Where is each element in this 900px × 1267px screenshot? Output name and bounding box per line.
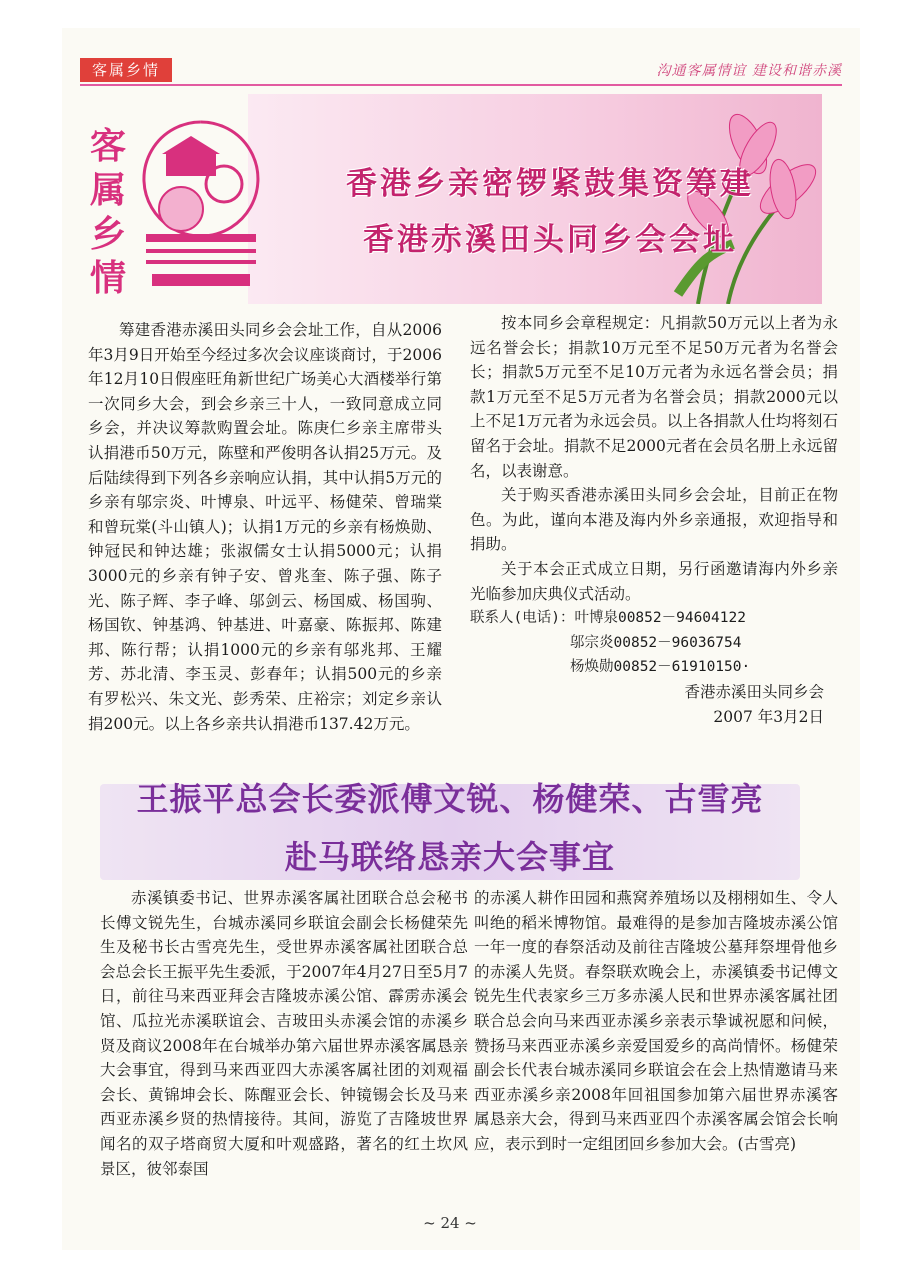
contact-line: 联系人(电话)：叶博泉00852－94604122 — [470, 610, 746, 627]
article-column-right — [470, 311, 838, 729]
body-paragraph: 的赤溪人耕作田园和燕窝养殖场以及栩栩如生、令人叫绝的稻米博物馆。最难得的是参加吉隆坡赤溪公馆一年一度的春祭活动及前往吉隆坡公墓拜祭埋骨他乡的赤溪人先贤。春祭联欢晚会上，赤溪镇委书记傅文锐先生代表家乡三万多赤溪人民和世界赤溪客属社团联合总会向马来西亚赤溪乡亲表示挚诚祝愿和问候，赞扬马来西亚赤溪乡亲爱国爱乡的高尚情怀。杨健荣副会长代表台城赤溪同乡联谊会在会上热情邀请马来西亚赤溪乡亲2008年回祖国参加第六届世界赤溪客属恳亲大会，得到马来西亚四个赤溪客属会馆会长响应，表示到时一定组团回乡参加大会。(古雪亮) — [474, 889, 838, 1153]
vertical-char: 情 — [90, 257, 127, 299]
seal-stamp-icon — [136, 114, 266, 294]
contact-line: 杨焕勋00852－61910150· — [570, 659, 751, 676]
headline-line: 香港赤溪田头同乡会会址 — [363, 222, 737, 258]
page-header — [62, 58, 860, 84]
date: 2007 年3月2日 — [713, 707, 824, 726]
vertical-column-title — [90, 124, 140, 300]
article-headline — [310, 156, 790, 268]
headline-line: 赴马联络恳亲大会事宜 — [284, 838, 615, 876]
article-headline — [78, 770, 822, 886]
body-paragraph: 赤溪镇委书记、世界赤溪客属社团联合总会秘书长傅文锐先生，台城赤溪同乡联谊会副会长杨健荣先生及秘书长古雪亮先生，受世界赤溪客属社团联合总会总会长王振平先生委派，于2007年4月27日至5月7日，前往马来西亚拜会吉隆坡赤溪公馆、霹雳赤溪会馆、瓜拉光赤溪联谊会、吉玻田头赤溪会馆的赤溪乡贤及商议2008年在台城举办第六届世界赤溪客属恳亲大会事宜，得到马来西亚四大赤溪客属社团的刘观福会长、黄锦坤会长、陈醒亚会长、钟镜锡会长及马来西亚赤溪乡贤的热情接待。其间，游览了吉隆坡世界闻名的双子塔商贸大厦和叶观盛路，著名的红土坎风景区，彼邻泰国 — [100, 889, 468, 1178]
body-paragraph: 关于本会正式成立日期，另行函邀请海内外乡亲光临参加庆典仪式活动。 — [470, 559, 838, 603]
body-paragraph: 筹建香港赤溪田头同乡会会址工作，自从2006年3月9日开始至今经过多次会议座谈商讨，于2006年12月10日假座旺角新世纪广场美心大酒楼举行第一次同乡大会，到会乡亲三十人，一致同意成立同乡会，并决议筹款购置会址。陈庚仁乡亲主席带头认捐港币50万元，陈壁和严俊明各认捐25万元。及后陆续得到下列各乡亲响应认捐，其中认捐5万元的乡亲有邬宗炎、叶博泉、叶远平、杨健荣、曾瑞棠和曾玩棠(斗山镇人)；认捐1万元的乡亲有杨焕勋、钟冠民和钟达雄；张淑儒女士认捐5000元；认捐3000元的乡亲有钟子安、曾兆奎、陈子强、陈子光、陈子辉、李子峰、邬剑云、杨国威、杨国驹、杨国钦、钟基鸿、钟基进、叶嘉豪、陈振邦、陈建邦、陈行帮；认捐1000元的乡亲有邬兆邦、王耀芳、苏北清、李玉灵、彭春年；认捐500元的乡亲有罗松兴、朱文光、彭秀荣、庄裕宗；刘定乡亲认捐200元。以上各乡亲共认捐港币137.42万元。 — [88, 321, 442, 733]
headline-line: 王振平总会长委派傅文锐、杨健荣、古雪亮 — [136, 780, 764, 818]
headline-line: 香港乡亲密锣紧鼓集资筹建 — [346, 166, 754, 202]
vertical-char: 属 — [90, 169, 127, 211]
body-paragraph: 关于购买香港赤溪田头同乡会会址，目前正在物色。为此，谨向本港及海内外乡亲通报，欢迎指导和捐助。 — [470, 486, 838, 554]
header-rule — [80, 84, 842, 86]
signature: 香港赤溪田头同乡会 — [684, 682, 824, 701]
vertical-char: 乡 — [90, 213, 127, 255]
body-paragraph: 按本同乡会章程规定：凡捐款50万元以上者为永远名誉会长；捐款10万元至不足50万元者为名誉会长；捐款5万元至不足10万元者为永远名誉会员；捐款1万元至不足5万元者为名誉会员；捐款2000元以上不足1万元者为永远会员。以上各捐款人仕均将刻石留名于会址。捐款不足2000元者在会员名册上永远留名，以表谢意。 — [470, 314, 838, 480]
contact-line: 邬宗炎00852－96036754 — [570, 634, 742, 651]
article-column-right — [474, 886, 838, 1157]
article-banner — [78, 94, 822, 306]
article-column-left — [88, 318, 442, 736]
header-slogan: 沟通客属情谊 建设和谐赤溪 — [656, 63, 842, 79]
vertical-char: 客 — [90, 125, 127, 167]
section-tag: 客属乡情 — [80, 58, 172, 82]
page-number: ~ 24 ~ — [423, 1214, 477, 1232]
article-column-left — [100, 886, 468, 1181]
